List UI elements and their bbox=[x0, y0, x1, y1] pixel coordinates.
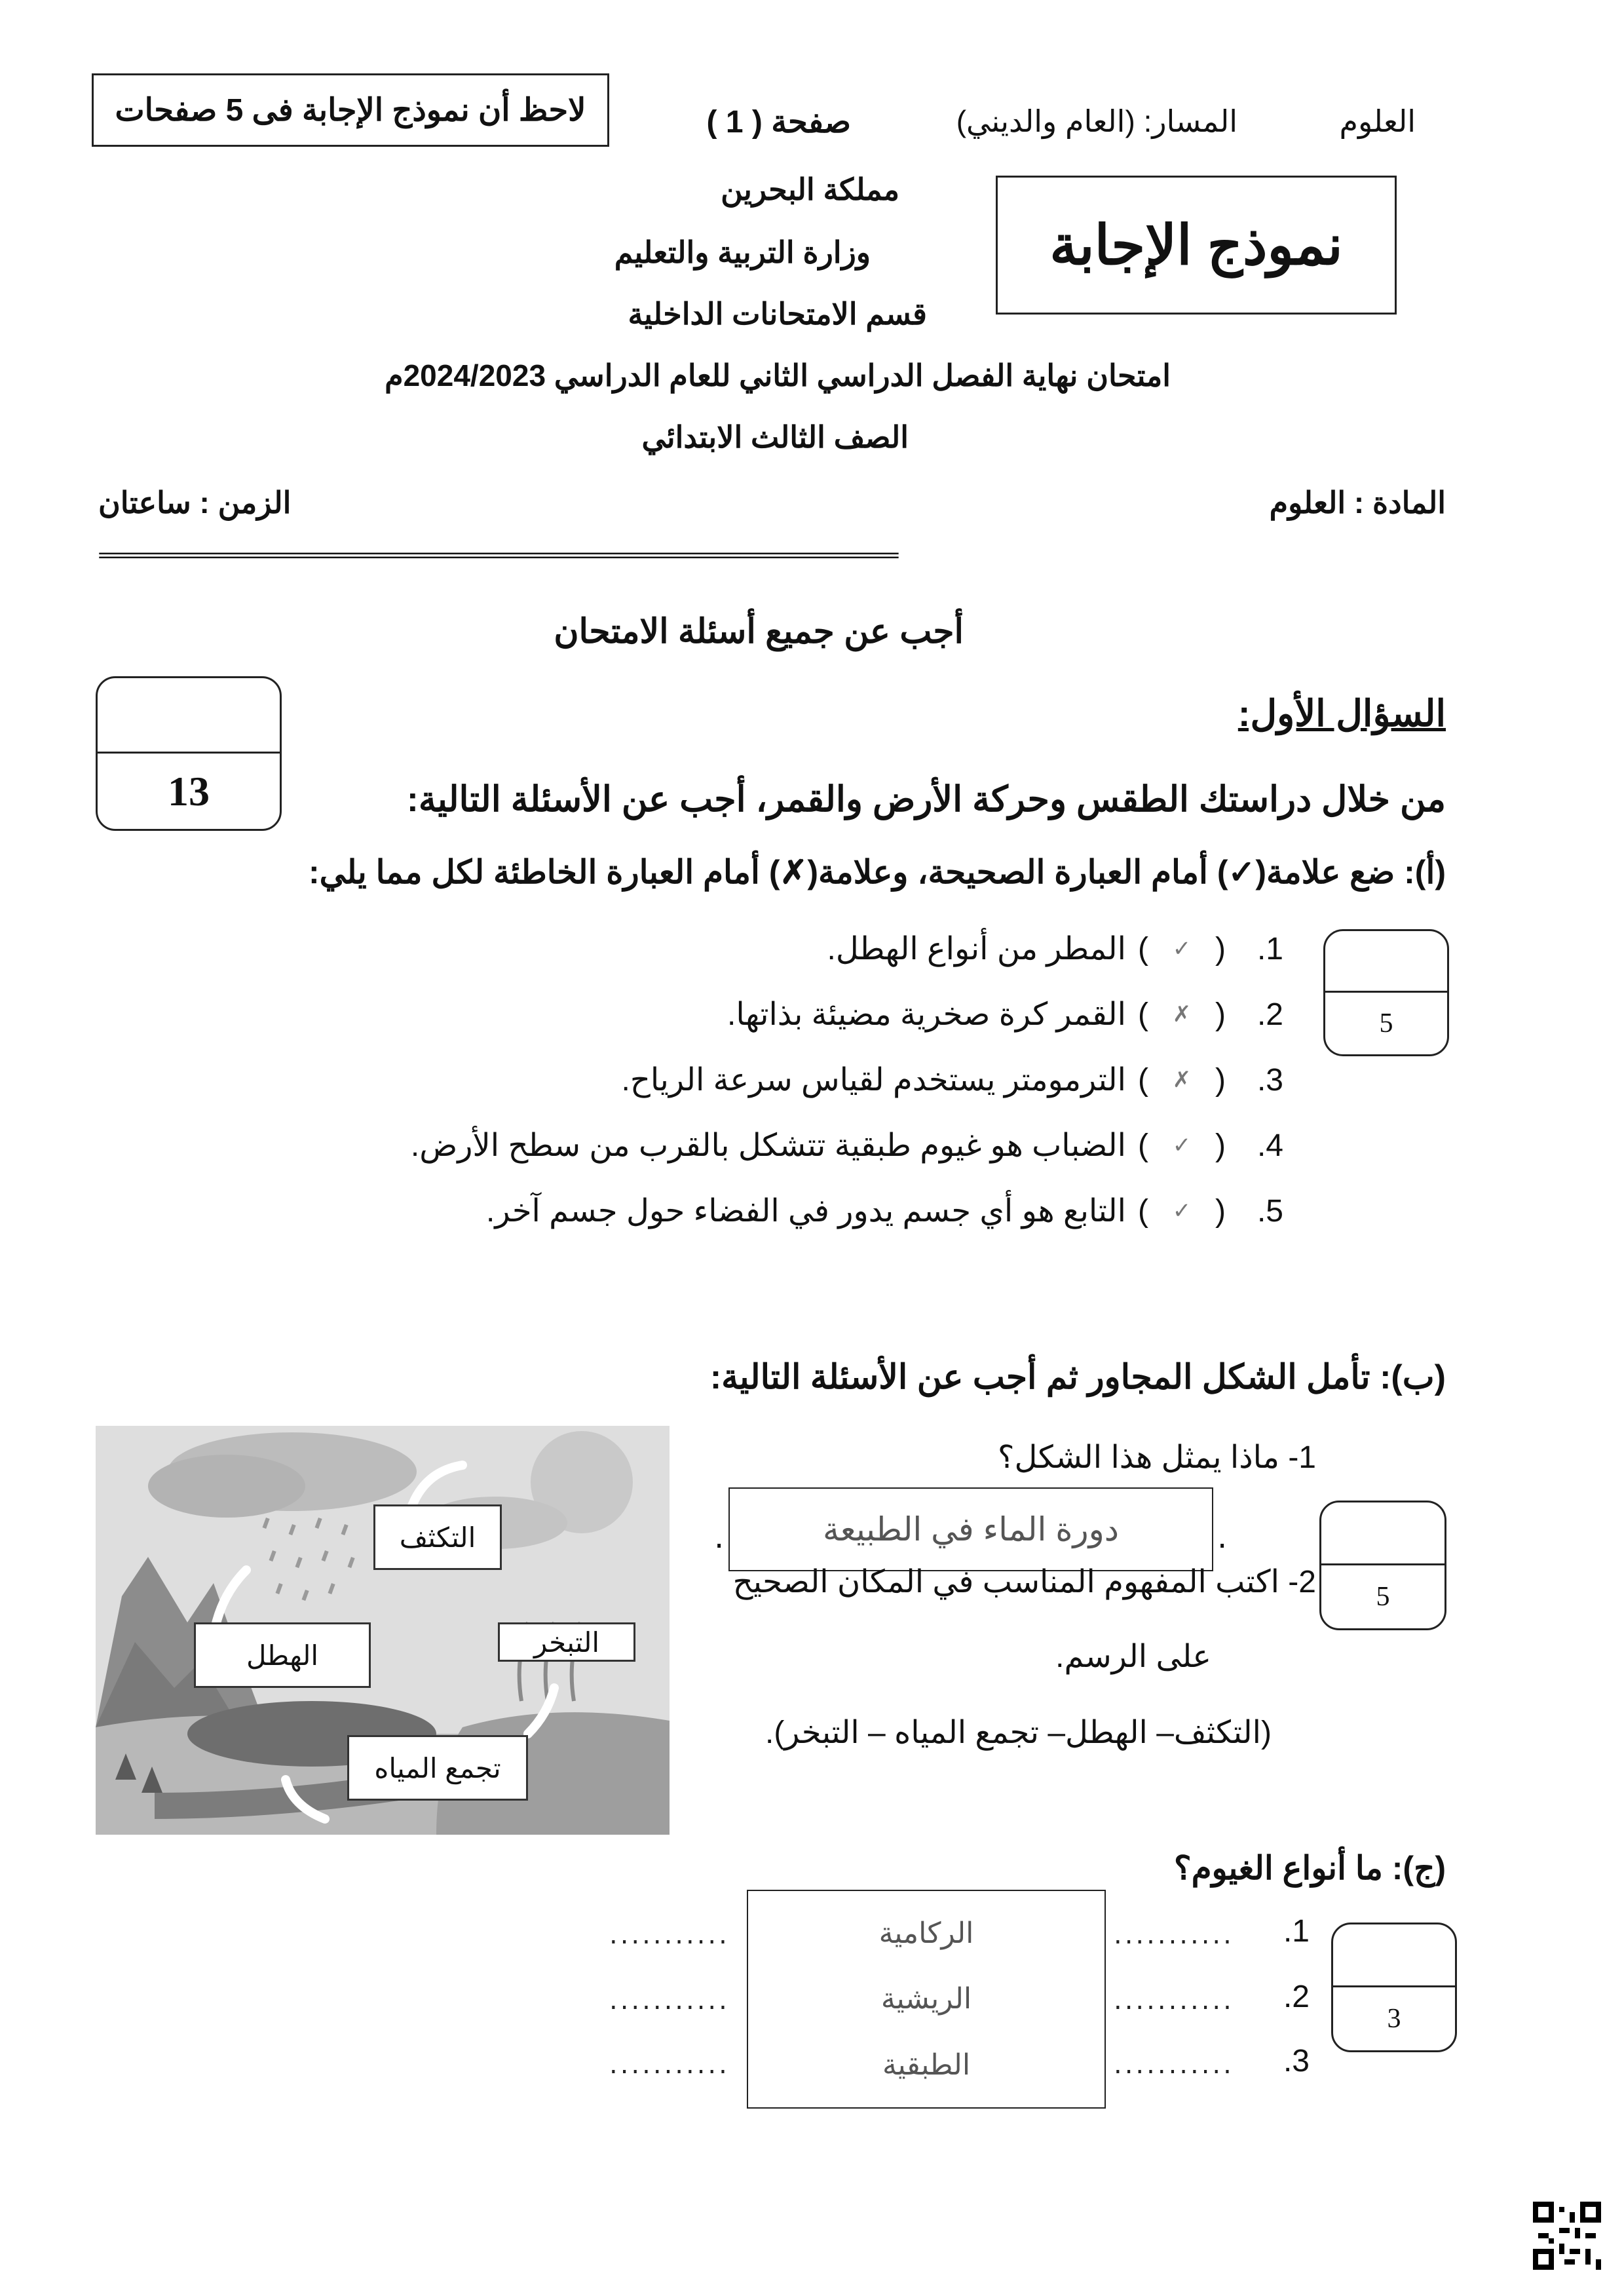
item-statement: التابع هو أي جسم يدور في الفضاء حول جسم آخر. bbox=[486, 1194, 1126, 1229]
q1-part-c-title: (ج): ما أنواع الغيوم؟ bbox=[1174, 1850, 1446, 1886]
water-cycle-diagram bbox=[96, 1426, 670, 1835]
part-b-score-box bbox=[1319, 1501, 1446, 1630]
header-page-number: صفحة ( 1 ) bbox=[706, 105, 851, 140]
header-ministry: وزارة التربية والتعليم bbox=[614, 235, 871, 269]
qr-code-icon bbox=[1533, 2202, 1601, 2270]
answer-dots-left-1: ........... bbox=[609, 1920, 730, 1950]
header-separator: ================================================================================= bbox=[98, 544, 897, 567]
part-c-answer-2: الريشية bbox=[880, 1983, 972, 2016]
q1-part-b-title: (ب): تأمل الشكل المجاور ثم أجب عن الأسئلة التالية: bbox=[709, 1358, 1446, 1396]
part-a-item-4 bbox=[411, 1119, 1283, 1172]
cross-mark-icon: ✗ bbox=[1172, 1002, 1192, 1027]
part-a-score: 5 bbox=[1379, 1008, 1393, 1039]
header-department: قسم الامتحانات الداخلية bbox=[628, 297, 927, 331]
answer-dots-right-2: ........... bbox=[1114, 1985, 1234, 2016]
answer-parentheses[interactable]: ( ✓ ) bbox=[1138, 1128, 1226, 1163]
answer-parentheses[interactable]: ( ✓ ) bbox=[1138, 1193, 1226, 1229]
part-b-answer-box[interactable] bbox=[728, 1487, 1213, 1571]
header-kingdom: مملكة البحرين bbox=[721, 172, 899, 206]
item-statement: المطر من أنواع الهطل. bbox=[827, 932, 1126, 966]
item-number: 3. bbox=[1256, 1062, 1283, 1098]
part-a-item-1 bbox=[827, 923, 1283, 975]
part-c-answer-box[interactable] bbox=[747, 1890, 1106, 2109]
part-c-answer-3: الطبقية bbox=[882, 2049, 971, 2082]
check-mark-icon: ✓ bbox=[1172, 1198, 1192, 1223]
item-number: 1. bbox=[1256, 931, 1283, 966]
q1-title: السؤال الأول: bbox=[1237, 693, 1446, 734]
part-b-question-1: 1- ماذا يمثل هذا الشكل؟ bbox=[998, 1440, 1316, 1475]
diagram-label-condensation[interactable]: التكثف bbox=[373, 1504, 502, 1570]
answer-parentheses[interactable]: ( ✓ ) bbox=[1138, 931, 1226, 966]
part-c-score-box bbox=[1331, 1923, 1457, 2052]
diagram-label-precipitation[interactable]: الهطل bbox=[194, 1622, 371, 1688]
qr-code bbox=[1533, 2202, 1601, 2270]
page-count-note: لاحظ أن نموذج الإجابة فى 5 صفحات bbox=[115, 93, 586, 128]
item-number: 5. bbox=[1256, 1193, 1283, 1229]
q1-score-box bbox=[96, 676, 282, 831]
check-mark-icon: ✓ bbox=[1172, 936, 1192, 961]
item-number: 2. bbox=[1256, 997, 1283, 1032]
part-c-answer-1: الركامية bbox=[878, 1917, 974, 1949]
time-line: الزمن : ساعتان bbox=[98, 486, 292, 520]
part-b-answer-1: دورة الماء في الطبيعة bbox=[822, 1511, 1120, 1548]
answer-key-title: نموذج الإجابة bbox=[1049, 214, 1343, 276]
answer-key-title-box bbox=[996, 176, 1397, 315]
instructions: أجب عن جميع أسئلة الامتحان bbox=[554, 613, 964, 651]
answer-dots-right-3: ........... bbox=[1114, 2050, 1234, 2080]
item-number: 4. bbox=[1256, 1128, 1283, 1163]
part-c-score: 3 bbox=[1387, 2004, 1401, 2034]
header-subject: العلوم bbox=[1339, 104, 1416, 138]
diagram-label-collection[interactable]: تجمع المياه bbox=[347, 1735, 528, 1801]
part-c-number-2: 2. bbox=[1283, 1980, 1310, 2014]
cross-mark-icon: ✗ bbox=[1172, 1067, 1192, 1092]
part-a-item-2 bbox=[727, 988, 1283, 1041]
part-a-score-box bbox=[1323, 929, 1449, 1056]
answer-dots-left-2: ........... bbox=[609, 1985, 730, 2016]
answer-dot-left: . bbox=[714, 1519, 725, 1556]
part-a-item-5 bbox=[486, 1185, 1283, 1237]
grade-line: الصف الثالث الابتدائي bbox=[641, 420, 909, 454]
check-mark-icon: ✓ bbox=[1172, 1133, 1192, 1158]
exam-title: امتحان نهاية الفصل الدراسي الثاني للعام الدراسي 2024/2023م bbox=[385, 358, 1171, 392]
part-b-question-2-line-3: (التكثف– الهطل– تجمع المياه – التبخر). bbox=[765, 1715, 1272, 1750]
part-b-score: 5 bbox=[1376, 1582, 1390, 1612]
part-c-number-1: 1. bbox=[1283, 1914, 1310, 1949]
diagram-label-evaporation[interactable]: التبخر bbox=[498, 1622, 635, 1662]
q1-intro: من خلال دراستك الطقس وحركة الأرض والقمر، أجب عن الأسئلة التالية: bbox=[406, 780, 1446, 819]
q1-part-a-title: (أ): ضع علامة(✓) أمام العبارة الصحيحة، وعلامة(✗) أمام العبارة الخاطئة لكل مما يلي: bbox=[308, 854, 1446, 890]
part-a-item-3 bbox=[622, 1054, 1283, 1106]
answer-parentheses[interactable]: ( ✗ ) bbox=[1138, 1062, 1226, 1098]
item-statement: الضباب هو غيوم طبقية تتشكل بالقرب من سطح الأرض. bbox=[410, 1128, 1126, 1163]
header-track: المسار: (العام والديني) bbox=[956, 104, 1237, 138]
subject-line: المادة : العلوم bbox=[1269, 486, 1446, 520]
page-count-note-box bbox=[92, 73, 609, 147]
answer-dots-right-1: ........... bbox=[1114, 1920, 1234, 1950]
part-b-question-2-line-1: 2- اكتب المفهوم المناسب في المكان الصحيح bbox=[732, 1565, 1316, 1599]
item-statement: الترمومتر يستخدم لقياس سرعة الرياح. bbox=[621, 1063, 1126, 1098]
answer-parentheses[interactable]: ( ✗ ) bbox=[1138, 997, 1226, 1032]
q1-score: 13 bbox=[168, 767, 210, 814]
part-c-number-3: 3. bbox=[1283, 2044, 1310, 2078]
part-b-question-2-line-2: على الرسم. bbox=[1055, 1639, 1211, 1674]
item-statement: القمر كرة صخرية مضيئة بذاتها. bbox=[727, 997, 1126, 1032]
answer-dot-right: . bbox=[1217, 1519, 1228, 1556]
answer-dots-left-3: ........... bbox=[609, 2050, 730, 2080]
